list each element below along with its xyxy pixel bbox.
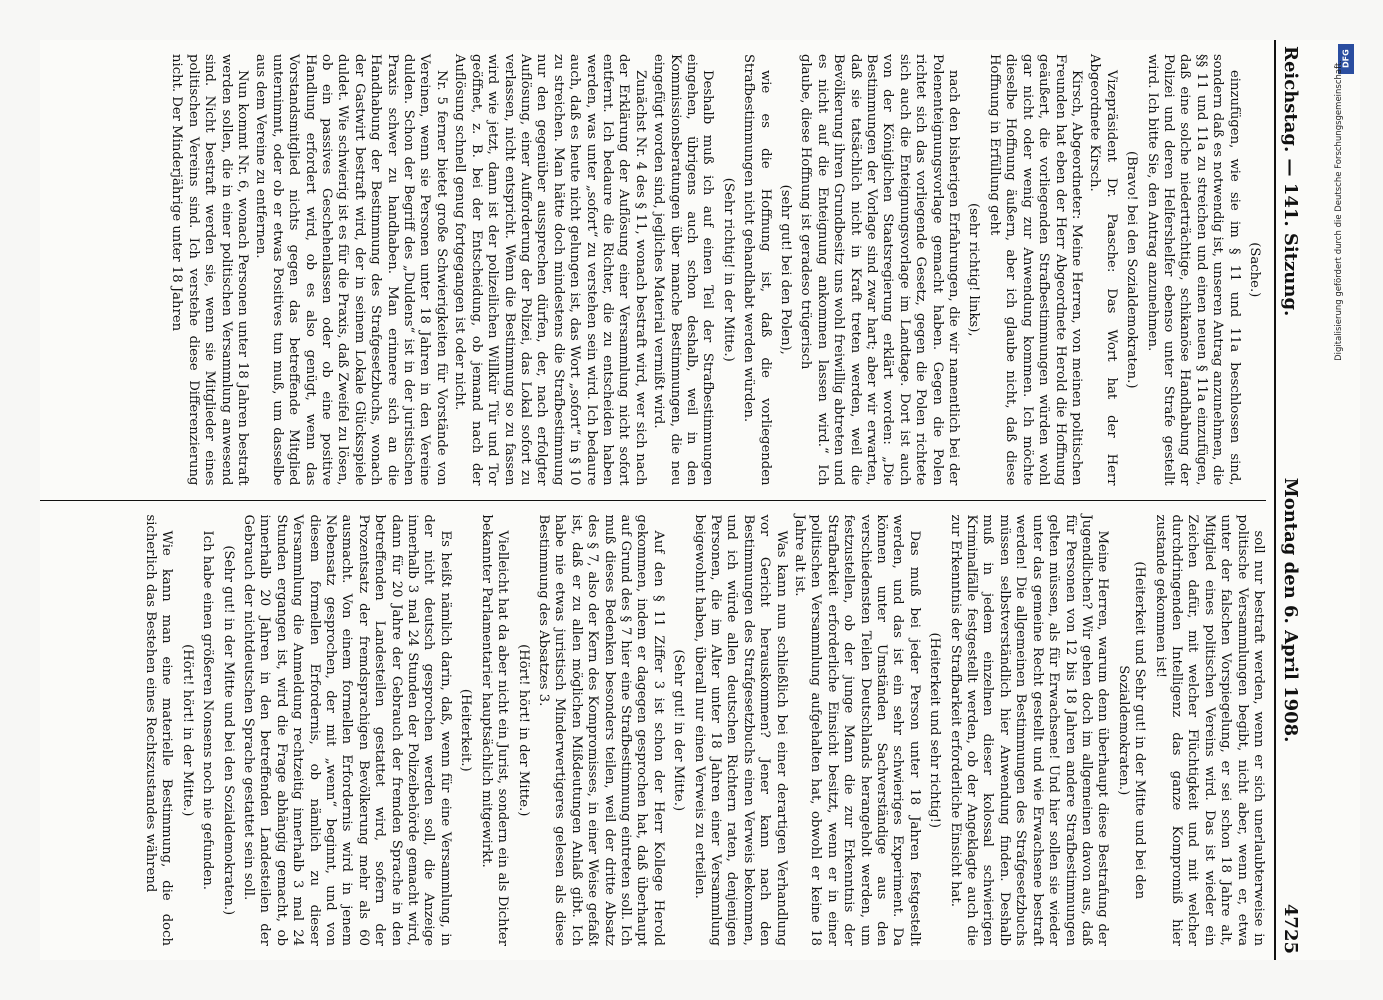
paragraph: (Heiterkeit.) bbox=[458, 688, 474, 772]
paragraph: Vielleicht hat da aber nicht ein Jurist, sondern ein als Dichter bekannter Parlamentarier hauptsächlich mitgewirkt. bbox=[478, 514, 511, 946]
header-left: Reichstag. — 141. Sitzung. bbox=[1280, 46, 1301, 317]
paragraph: (sehr gut! bei den Polen), bbox=[778, 184, 794, 355]
paragraph: Ich habe einen größeren Nonsens noch nie gefunden. bbox=[200, 530, 216, 890]
paragraph: Nr. 5 ferner bietet große Schwierigkeiten für Vorstände von Vereinen, wenn sie Personen unter 18 Jahren in den Vereine dulden. Schon der Begriff des „Duldens“ ist in der juristischen Praxis schwer zu handhaben. Man erinnere sich an die Handhabung der Bestimmung des Strafgesetzbuchs, wonach der Gastwirt bestraft wird, der in seinem Lokale Glücksspiele duldet. Wie schwierig ist es für die Praxis, daß Zweifel zu lösen, ob ein passives Geschehenlassen oder ob eine positive Handlung erfordert wird, ob es also genügt, wenn das Vorstandsmitglied nichts gegen das betreffende Mitglied unternimmt, oder ob er etwas Positives tun muß, um dasselbe aus dem Vereine zu entfernen. bbox=[253, 54, 449, 486]
paragraph: (Sache.) bbox=[1247, 242, 1262, 298]
paragraph: Deshalb muß ich auf einen Teil der Strafbestimmungen eingehen, übrigens auch schon deshalb, weil in den Kommissionsberatungen über manche Bestimmungen, die neu eingefügt worden sind, jegliches Material vermißt wird. bbox=[651, 54, 716, 486]
paragraph: nach den bisherigen Erfahrungen, die wir namentlich bei der Polenenteignungsvorlage gemacht haben. Gegen die Polen richtet sich das vorliegende Gesetz, gegen die Polen richtete sich auch die Enteignungsvorlage im Landtage. Dort ist auch von der Königlichen Staatsregierung erklärt worden: „Die Bestimmungen der Vorlage sind zwar hart; aber wir erwarten, daß sie tatsächlich nicht in Kraft treten werden, weil die Bevölkerung ihren Grundbesitz uns wohl freiwillig abtreten und es nicht auf die Enteignung ankommen lassen wird.“ Ich glaube, diese Hoffnung ist geradeso trügerisch bbox=[798, 54, 962, 486]
digitization-note: Digitalisierung gefördert durch die Deutsche Forschungsgemeinschaft. bbox=[1334, 60, 1344, 361]
paragraph: (Sehr gut! in der Mitte.) bbox=[671, 649, 687, 812]
rotated-page-content bbox=[40, 40, 1310, 960]
paragraph: (Heiterkeit und sehr richtig!) bbox=[927, 632, 943, 829]
paragraph: Zunächst Nr. 4 des § 11, wonach bestraft wird, wer sich nach der Erklärung der Auflösung einer Versammlung nicht sofort entfernt. Ich bedaure die Richter, die zu entscheiden haben werden, was unter „sofort“ zu verstehen sein wird. Ich bedaure auch, daß es heute nicht gelungen ist, das Wort „sofort“ in § 10 zu streichen. Man hätte doch mindestens die Strafbestimmung nur den gegenüber aussprechen dürfen, der, nach erfolgter Auflösung, einer Aufforderung der Polizei, das Lokal sofort zu verlassen, nicht entspricht. Wenn die Bestimmung so zu fassen wird wie jetzt, dann ist der polizeilichen Willkür Tür und Tor geöffnet, z. B. bei der Entscheidung, ob jemand nach der Auflösung schnell genug fortgegangen ist oder nicht. bbox=[452, 54, 648, 486]
scanned-page bbox=[40, 40, 1360, 960]
paragraph: Meine Herren, warum denn überhaupt diese Bestrafung der Jugendlichen? Wir gehen doch im allgemeinen davon aus, daß für Personen von 12 bis 18 Jahren andere Strafbestimmungen gelten müssen, als für Erwachsene! Und hier sollen sie wieder unter das gemeine Recht gestellt und wie Erwachsene bestraft werden! Die allgemeinen Bestimmungen des Strafgesetzbuchs müssen selbstverständlich hier Anwendung finden. Deshalb muß in jedem einzelnen dieser kolossal schwierigen Kriminalfälle festgestellt werden, ob der Angeklagte auch die zur Erkenntnis der Strafbarkeit erforderliche Einsicht hat. bbox=[947, 514, 1111, 946]
text-columns bbox=[40, 40, 1266, 960]
side-note bbox=[1334, 60, 1350, 940]
paragraph: wie es die Hoffnung ist, daß die vorliegenden Strafbestimmungen nicht gehandhabt werden würden. bbox=[741, 54, 773, 486]
paragraph: Das muß bei jeder Person unter 18 Jahren festgestellt werden, und das ist ein sehr schwieriges Experiment. Da können unter Umständen Sachverständige aus den verschiedensten Teilen Deutschlands herangeholt werden, um festzustellen, ob der junge Mann die zur Erkenntnis der Strafbarkeit erforderliche Einsicht besitzt, wenn er in einer politischen Versammlung aufgehalten hat, obwohl er keine 18 Jahre alt ist. bbox=[792, 514, 922, 946]
paragraph: Nun kommt Nr. 6, wonach Personen unter 18 Jahren bestraft werden sollen, die in einer politischen Versammlung anwesend sind. Nicht bestraft werden sie, wenn sie Mitglieder eines politischen Vereins sind. Ich verstehe diese Differenzierung nicht. Der Minderjährige unter 18 Jahren bbox=[169, 54, 251, 486]
paragraph: (sehr richtig! links), bbox=[966, 202, 982, 337]
dfg-logo: DFG bbox=[1338, 44, 1354, 74]
page-header bbox=[1274, 40, 1310, 960]
paragraph: (Heiterkeit und Sehr gut! in der Mitte und bei den Sozialdemokraten.) bbox=[1115, 561, 1148, 900]
page-number: 4725 bbox=[1280, 903, 1301, 954]
column-left bbox=[40, 40, 1266, 500]
paragraph: (Bravo! bei den Sozialdemokraten.) bbox=[1124, 151, 1140, 389]
paragraph: (Sehr richtig! in der Mitte.) bbox=[720, 177, 736, 362]
paragraph: Vizepräsident Dr. Paasche: Das Wort hat der Herr Abgeordnete Kirsch. bbox=[1087, 54, 1119, 486]
paragraph: soll nur bestraft werden, wenn er sich unerlaubterweise in politische Versammlungen begibt, nicht aber, wenn er, etwa unter der falschen Vorspiegelung, er sei schon 18 Jahre alt, Mitglied eines politischen Vereins wird. Das ist wieder ein Zeichen dafür, mit welcher Flüchtigkeit und mit welcher durchdringenden Intelligenz das ganze Kompromiß hier zustande gekommen ist! bbox=[1152, 514, 1266, 946]
paragraph: Wie kann man eine materielle Bestimmung, die doch sicherlich das Bestehen eines Rechtszustandes während bbox=[143, 514, 175, 946]
column-right bbox=[40, 500, 1266, 961]
paragraph: (Sehr gut! in der Mitte und bei den Sozialdemokraten.) bbox=[220, 545, 236, 916]
paragraph: Kirsch, Abgeordneter: Meine Herren, von meinen politischen Freunden hat eben der Herr Abgeordnete Herold die Hoffnung geäußert, die vorliegenden Strafbestimmungen würden wohl gar nicht oder wenig zur Anwendung kommen. Ich möchte dieselbe Hoffnung äußern, aber ich glaube nicht, daß diese Hoffnung in Erfüllung geht bbox=[986, 54, 1084, 486]
paragraph: (Hört! hört! in der Mitte.) bbox=[515, 644, 531, 817]
paragraph: Auf den § 11 Ziffer 3 ist schon der Herr Kollege Herold gekommen, indem er dagegen gesprochen hat, daß überhaupt auf Grund des § 7 hier eine Strafbestimmung eintreten soll. Ich muß dieses Bedenken besonders teilen, weil der dritte Absatz des § 7, also der Kern des Kompromisses, in einer Weise gefaßt ist, daß er zu allen möglichen Mißdeutungen Anlaß gibt. Ich habe nie etwas juristisch Minderwertigeres gelesen als diese Bestimmung des Absatzes 3. bbox=[535, 514, 666, 946]
paragraph: einzufügen, wie sie im § 11 und 11a beschlossen sind, sondern daß es notwendig ist, unseren Antrag anzunehmen, die §§ 11 und 11a zu streichen und einen neuen § 11a einzufügen, daß eine solche niederträchtige, schikanöse Handhabung der Polizei und deren Helfershelfer ebenso unter Strafe gestellt wird. Ich bitte Sie, den Antrag anzunehmen. bbox=[1144, 54, 1242, 486]
paragraph: Was kann nun schließlich bei einer derartigen Verhandlung vor Gericht herauskommen? Jener kann nach den Bestimmungen des Strafgesetzbuchs einen Verweis bekommen, und ich würde allen deutschen Richtern raten, denjenigen Personen, die im Alter unter 18 Jahren einer Versammlung beigewohnt haben, überall nur einen Verweis zu erteilen. bbox=[691, 514, 789, 946]
paragraph: (Hört! hört! in der Mitte.) bbox=[179, 644, 195, 817]
paragraph: Es heißt nämlich darin, daß, wenn für eine Versammlung, in der nicht deutsch gesprochen werden soll, die Anzeige innerhalb 3 mal 24 Stunden der Polizeibehörde gemacht wird, dann für 20 Jahre der Gebrauch der fremden Sprache in den betreffenden Landesteilen gestattet wird, sofern der Prozentsatz der fremdsprachigen Bevölkerung mehr als 60 ausmacht. Von einem formellen Erfordernis wird in jenem Nebensatz gesprochen, der mit „wenn“ beginnt, und von diesem formellen Erfordernis, ob nämlich zu dieser Versammlung die Anmeldung rechtzeitig innerhalb 3 mal 24 Stunden ergangen ist, wird die Frage abhängig gemacht, ob innerhalb 20 Jahren in den betreffenden Landesteilen der Gebrauch der nichtdeutschen Sprache gestattet sein soll. bbox=[241, 514, 453, 946]
header-center: Montag den 6. April 1908. bbox=[1280, 477, 1301, 743]
